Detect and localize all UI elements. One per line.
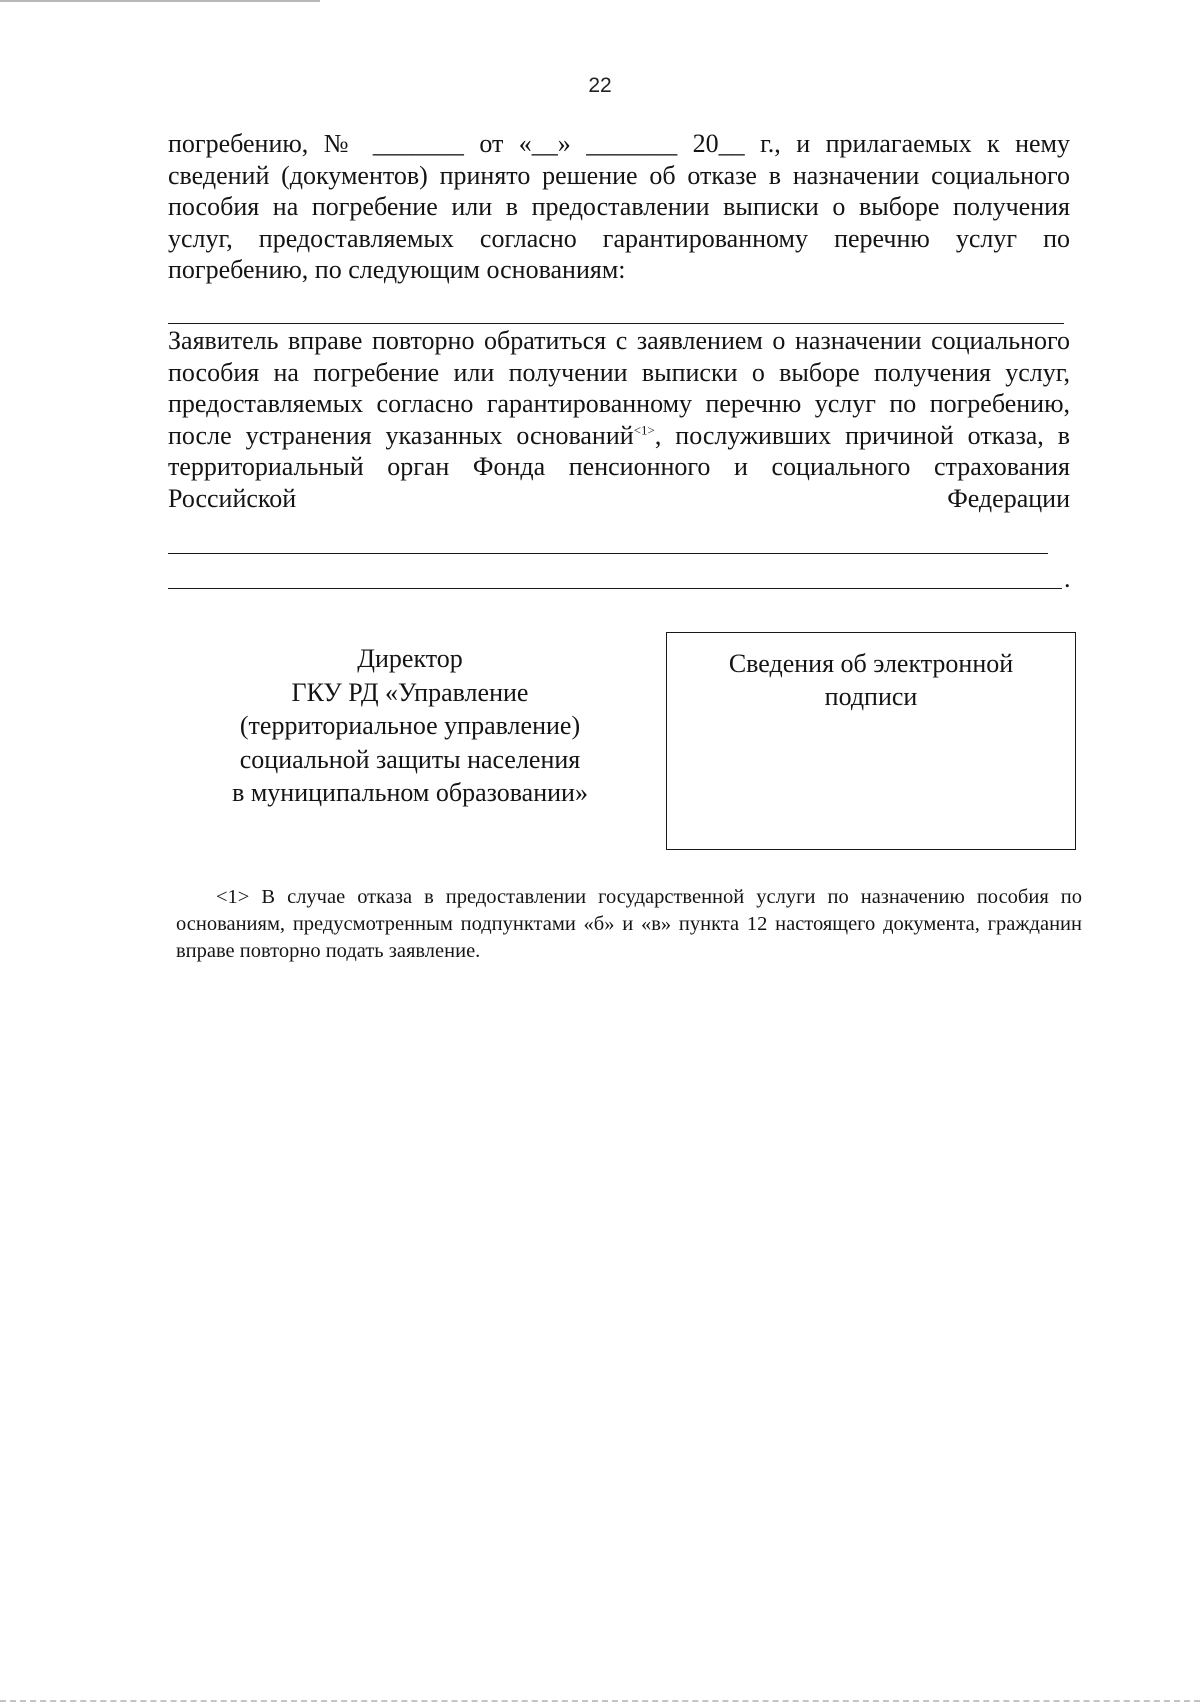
signature-box-line: подписи (824, 682, 918, 711)
reapply-paragraph (168, 325, 1070, 515)
footnote: <1> В случае отказа в предоставлении государственной услуги по назначению пособия по основаниям, предусмотренным подпунктами «б» и «в» пункта 12 настоящего документа, гражданин вправе повторно подать заявление. (176, 886, 1082, 962)
authority-blank-line-1 (168, 553, 1048, 554)
director-line: ГКУ РД «Управление (291, 677, 529, 707)
director-title (190, 642, 630, 810)
reapply-line: пенсионного и социального страхования Российской Федерации (168, 452, 1071, 513)
reapply-comma: , (654, 420, 662, 450)
reapply-line: получения услуг, предоставляемых согласно гарантированному перечню (168, 357, 1071, 419)
scan-edge-top (0, 0, 320, 2)
decision-line: погребению, № _______ от «__» _______ 20__ г., и прилагаемых к нему (168, 129, 1070, 158)
electronic-signature-box (666, 632, 1076, 850)
director-line: Директор (357, 644, 463, 673)
authority-blank-line-2 (168, 588, 1062, 589)
page-number: 22 (588, 74, 612, 97)
grounds-blank-line (168, 323, 1064, 324)
decision-paragraph (168, 128, 1070, 286)
reapply-line: социального пособия на погребение или получении выписки о выборе (168, 326, 1070, 387)
reapply-line: Заявитель вправе повторно обратиться с заявлением о назначении (168, 326, 922, 355)
decision-line: социального пособия на погребение или в предоставлении выписки о (168, 160, 1070, 222)
director-line: в муниципальном образовании» (232, 778, 588, 807)
decision-line: перечню услуг по погребению, по следующим основаниям: (168, 223, 1071, 285)
closing-dot: . (1064, 564, 1071, 593)
director-line: (территориальное управление) (239, 711, 581, 740)
reapply-line: послуживших причиной отказа, в территориальный орган Фонда (168, 420, 1070, 482)
footnote-reference: <1> (633, 422, 655, 438)
reapply-line: услуг по погребению, после устранения указанных оснований (168, 389, 1070, 450)
decision-line: выборе получения услуг, предоставляемых согласно гарантированному (168, 192, 1071, 253)
signature-box-line: Сведения об электронной (728, 649, 1014, 678)
scan-edge-bottom (0, 1700, 1200, 1702)
director-line: социальной защиты населения (239, 744, 581, 774)
decision-line: сведений (документов) принято решение об отказе в назначении (168, 160, 920, 190)
